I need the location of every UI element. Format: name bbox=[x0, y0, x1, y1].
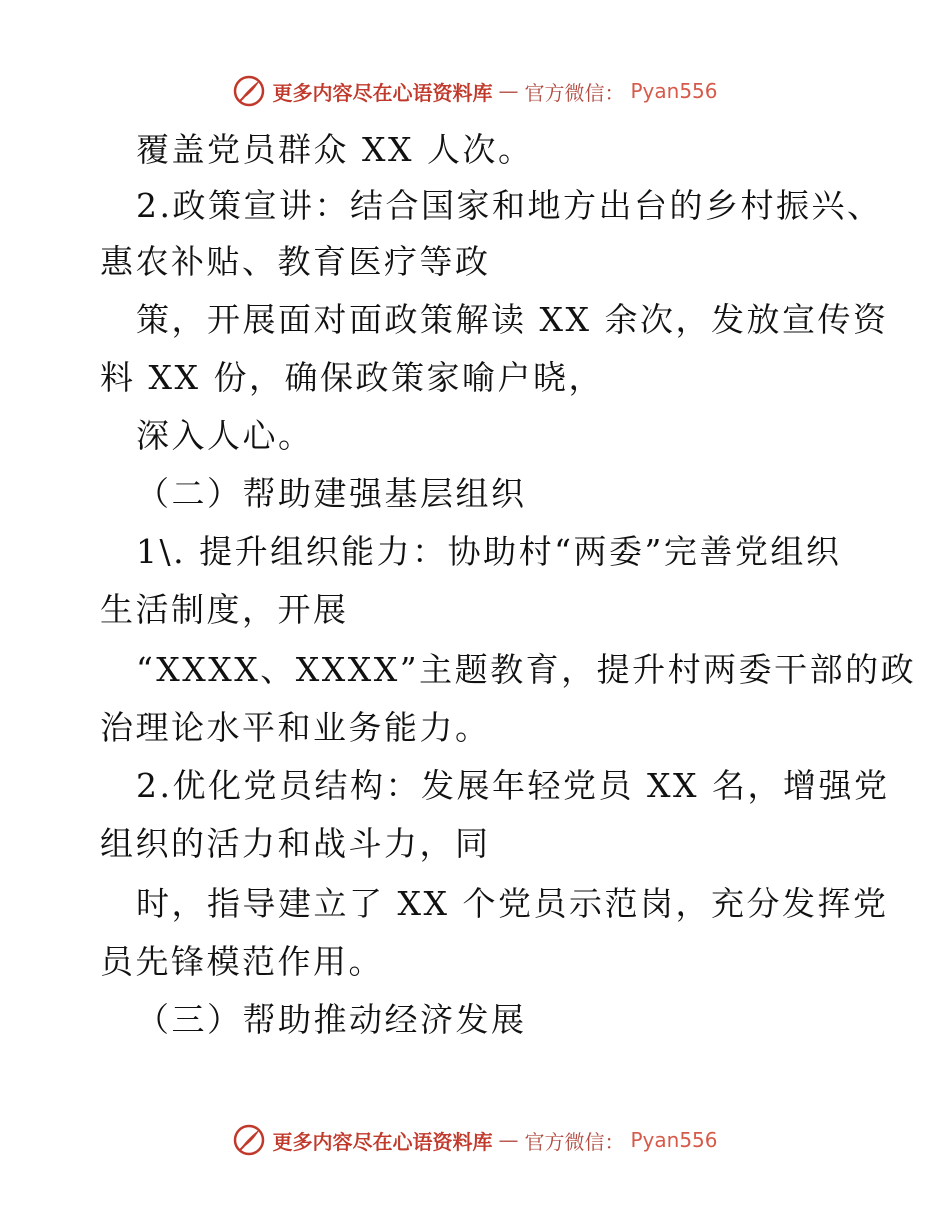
text-line: 覆盖党员群众 XX 人次。 bbox=[136, 130, 534, 169]
text-line: 料 XX 份，确保政策家喻户晓， bbox=[100, 358, 604, 397]
section-heading: （二）帮助建强基层组织 bbox=[136, 474, 527, 513]
text-line: 治理论水平和业务能力。 bbox=[100, 708, 491, 747]
banner-dash: — bbox=[498, 79, 519, 103]
text-line: 时，指导建立了 XX 个党员示范岗，充分发挥党 bbox=[136, 884, 889, 923]
header-banner bbox=[0, 71, 950, 111]
text-line: 惠农补贴、教育医疗等政 bbox=[100, 242, 491, 281]
text-line: 策，开展面对面政策解读 XX 余次，发放宣传资 bbox=[136, 300, 889, 339]
section-heading: （三）帮助推动经济发展 bbox=[136, 1000, 527, 1039]
text-line: 2.政策宣讲：结合国家和地方出台的乡村振兴、 bbox=[136, 186, 883, 225]
text-line: “XXXX、XXXX”主题教育，提升村两委干部的政 bbox=[136, 650, 917, 689]
text-line: 生活制度，开展 bbox=[100, 590, 349, 629]
text-line: 2.优化党员结构：发展年轻党员 XX 名，增强党 bbox=[136, 766, 890, 805]
banner-main-text: 更多内容尽在心语资料库 bbox=[272, 80, 493, 105]
footer-banner bbox=[0, 1120, 950, 1160]
quill-logo-icon bbox=[232, 1123, 266, 1157]
banner-wechat-id: Pyan556 bbox=[630, 79, 718, 103]
banner-main-text: 更多内容尽在心语资料库 bbox=[272, 1129, 493, 1154]
text-line: 组织的活力和战斗力，同 bbox=[100, 824, 491, 863]
banner-wechat-label: 官方微信： bbox=[524, 1129, 625, 1154]
banner-wechat-id: Pyan556 bbox=[630, 1128, 718, 1152]
text-line: 深入人心。 bbox=[136, 416, 314, 455]
banner-wechat-label: 官方微信： bbox=[524, 80, 625, 105]
quill-logo-icon bbox=[232, 74, 266, 108]
text-line: 员先锋模范作用。 bbox=[100, 942, 384, 981]
banner-dash: — bbox=[498, 1128, 519, 1152]
text-line: 1\. 提升组织能力：协助村“两委”完善党组织 bbox=[136, 532, 842, 571]
